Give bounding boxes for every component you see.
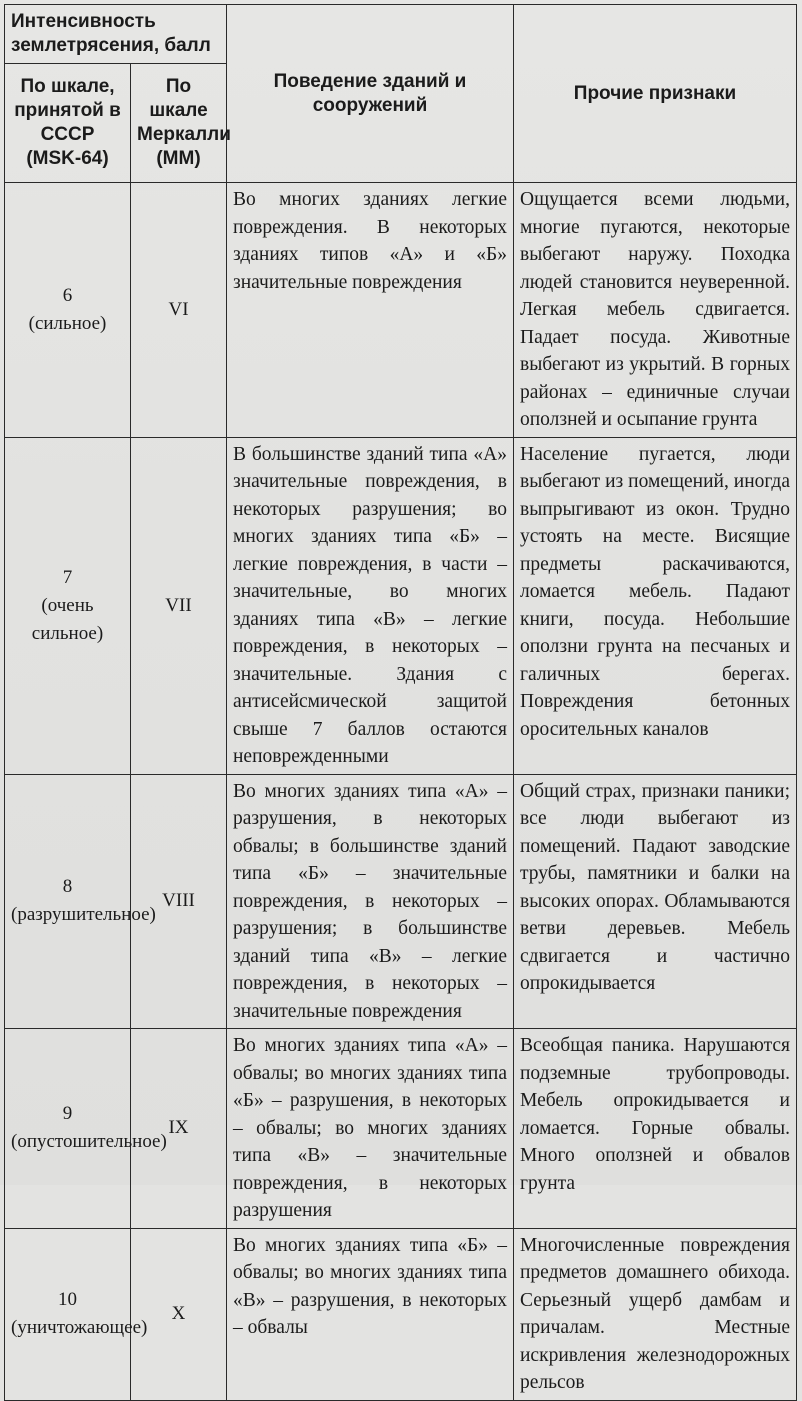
earthquake-intensity-table [4, 4, 797, 1401]
table-row [5, 437, 797, 774]
intensity-cell [5, 774, 156, 1029]
header-msk-scale: По шкале, принятой в СССР (MSK-64) [5, 64, 131, 183]
intensity-label: (опустошительное) [11, 1131, 167, 1153]
mercalli-value: X [131, 1228, 227, 1400]
intensity-label: (очень сильное) [31, 594, 104, 644]
intensity-label: (сильное) [28, 312, 107, 334]
other-signs-description: Население пугается, люди выбегают из помещений, иногда выпрыгивают из окон. Трудно устоять на месте. Висящие предметы раскачиваются, ломается мебель. Падают книги, посуда. Небольшие оползни грунта на песчаных и галичных берегах. Повреждения бетонных оросительных каналов [514, 437, 797, 774]
table-row [5, 1029, 797, 1229]
table-row [5, 183, 797, 438]
other-signs-description: Всеобщая паника. Нарушаются подземные трубопроводы. Мебель опрокидывается и ломается. Горные обвалы. Много оползней и обвалов грунта [514, 1029, 797, 1229]
intensity-cell [5, 183, 131, 438]
intensity-score: 10 [58, 1289, 77, 1310]
intensity-label: (разрушительное) [11, 904, 156, 926]
mercalli-value: VI [131, 183, 227, 438]
intensity-score: 7 [62, 566, 73, 588]
intensity-cell [5, 437, 131, 774]
intensity-score: 9 [62, 1103, 73, 1125]
table-row [5, 774, 797, 1029]
header-other-signs: Прочие признаки [514, 5, 797, 183]
buildings-description: Во многих зданиях типа «А» – обвалы; во многих зданиях типа «Б» – разрушения, в некоторых – обвалы; во многих зданиях типа «В» – значительные повреждения, в некоторых разрушения [227, 1029, 514, 1229]
header-buildings: Поведение зданий и сооружений [227, 5, 514, 183]
buildings-description: Во многих зданиях типа «А» – разрушения, в некоторых обвалы; в большинстве зданий типа «Б» – значительные повреждения, в некоторых – разрушения; в большинстве зданий типа «В» – легкие повреждения, в некоторых – значительные повреждения [227, 774, 514, 1029]
mercalli-value: IX [131, 1029, 227, 1229]
buildings-description: Во многих зданиях типа «Б» – обвалы; во многих зданиях типа «В» – разрушения, в некоторых – обвалы [227, 1228, 514, 1400]
mercalli-value: VII [131, 437, 227, 774]
intensity-label: (уничтожающее) [11, 1317, 148, 1338]
buildings-description: Во многих зданиях легкие повреждения. В некоторых зданиях типов «А» и «Б» значительные повреждения [227, 183, 514, 438]
other-signs-description: Многочисленные повреждения предметов домашнего обихода. Серьезный ущерб дамбам и причалам. Местные искривления железнодорожных рельсов [514, 1228, 797, 1400]
mercalli-value: VIII [131, 774, 227, 1029]
other-signs-description: Общий страх, признаки паники; все люди выбегают из помещений. Падают заводские трубы, памятники и балки на высоких опорах. Обламываются ветви деревьев. Мебель сдвигается и частично опрокидывается [514, 774, 797, 1029]
intensity-cell [5, 1228, 148, 1400]
intensity-cell [5, 1029, 167, 1229]
header-mercalli-scale: По шкале Меркалли (ММ) [131, 64, 227, 183]
table-row [5, 1228, 797, 1400]
other-signs-description: Ощущается всеми людьми, многие пугаются, некоторые выбегают наружу. Походка людей становится неуверенной. Легкая мебель сдвигается. Падает посуда. Животные выбегают из укрытий. В горных районах – единичные случаи оползней и осыпание грунта [514, 183, 797, 438]
buildings-description: В большинстве зданий типа «А» значительные повреждения, в некоторых разрушения; во многих зданиях типа «Б» – легкие повреждения, в части – значительные, во многих зданиях типа «В» – легкие повреждения, в некоторых – значительные. Здания с антисейсмической защитой свыше 7 баллов остаются неповрежденными [227, 437, 514, 774]
intensity-score: 6 [62, 284, 73, 306]
header-intensity-group: Интенсивность землетрясения, балл [5, 5, 227, 64]
intensity-score: 8 [62, 876, 73, 898]
